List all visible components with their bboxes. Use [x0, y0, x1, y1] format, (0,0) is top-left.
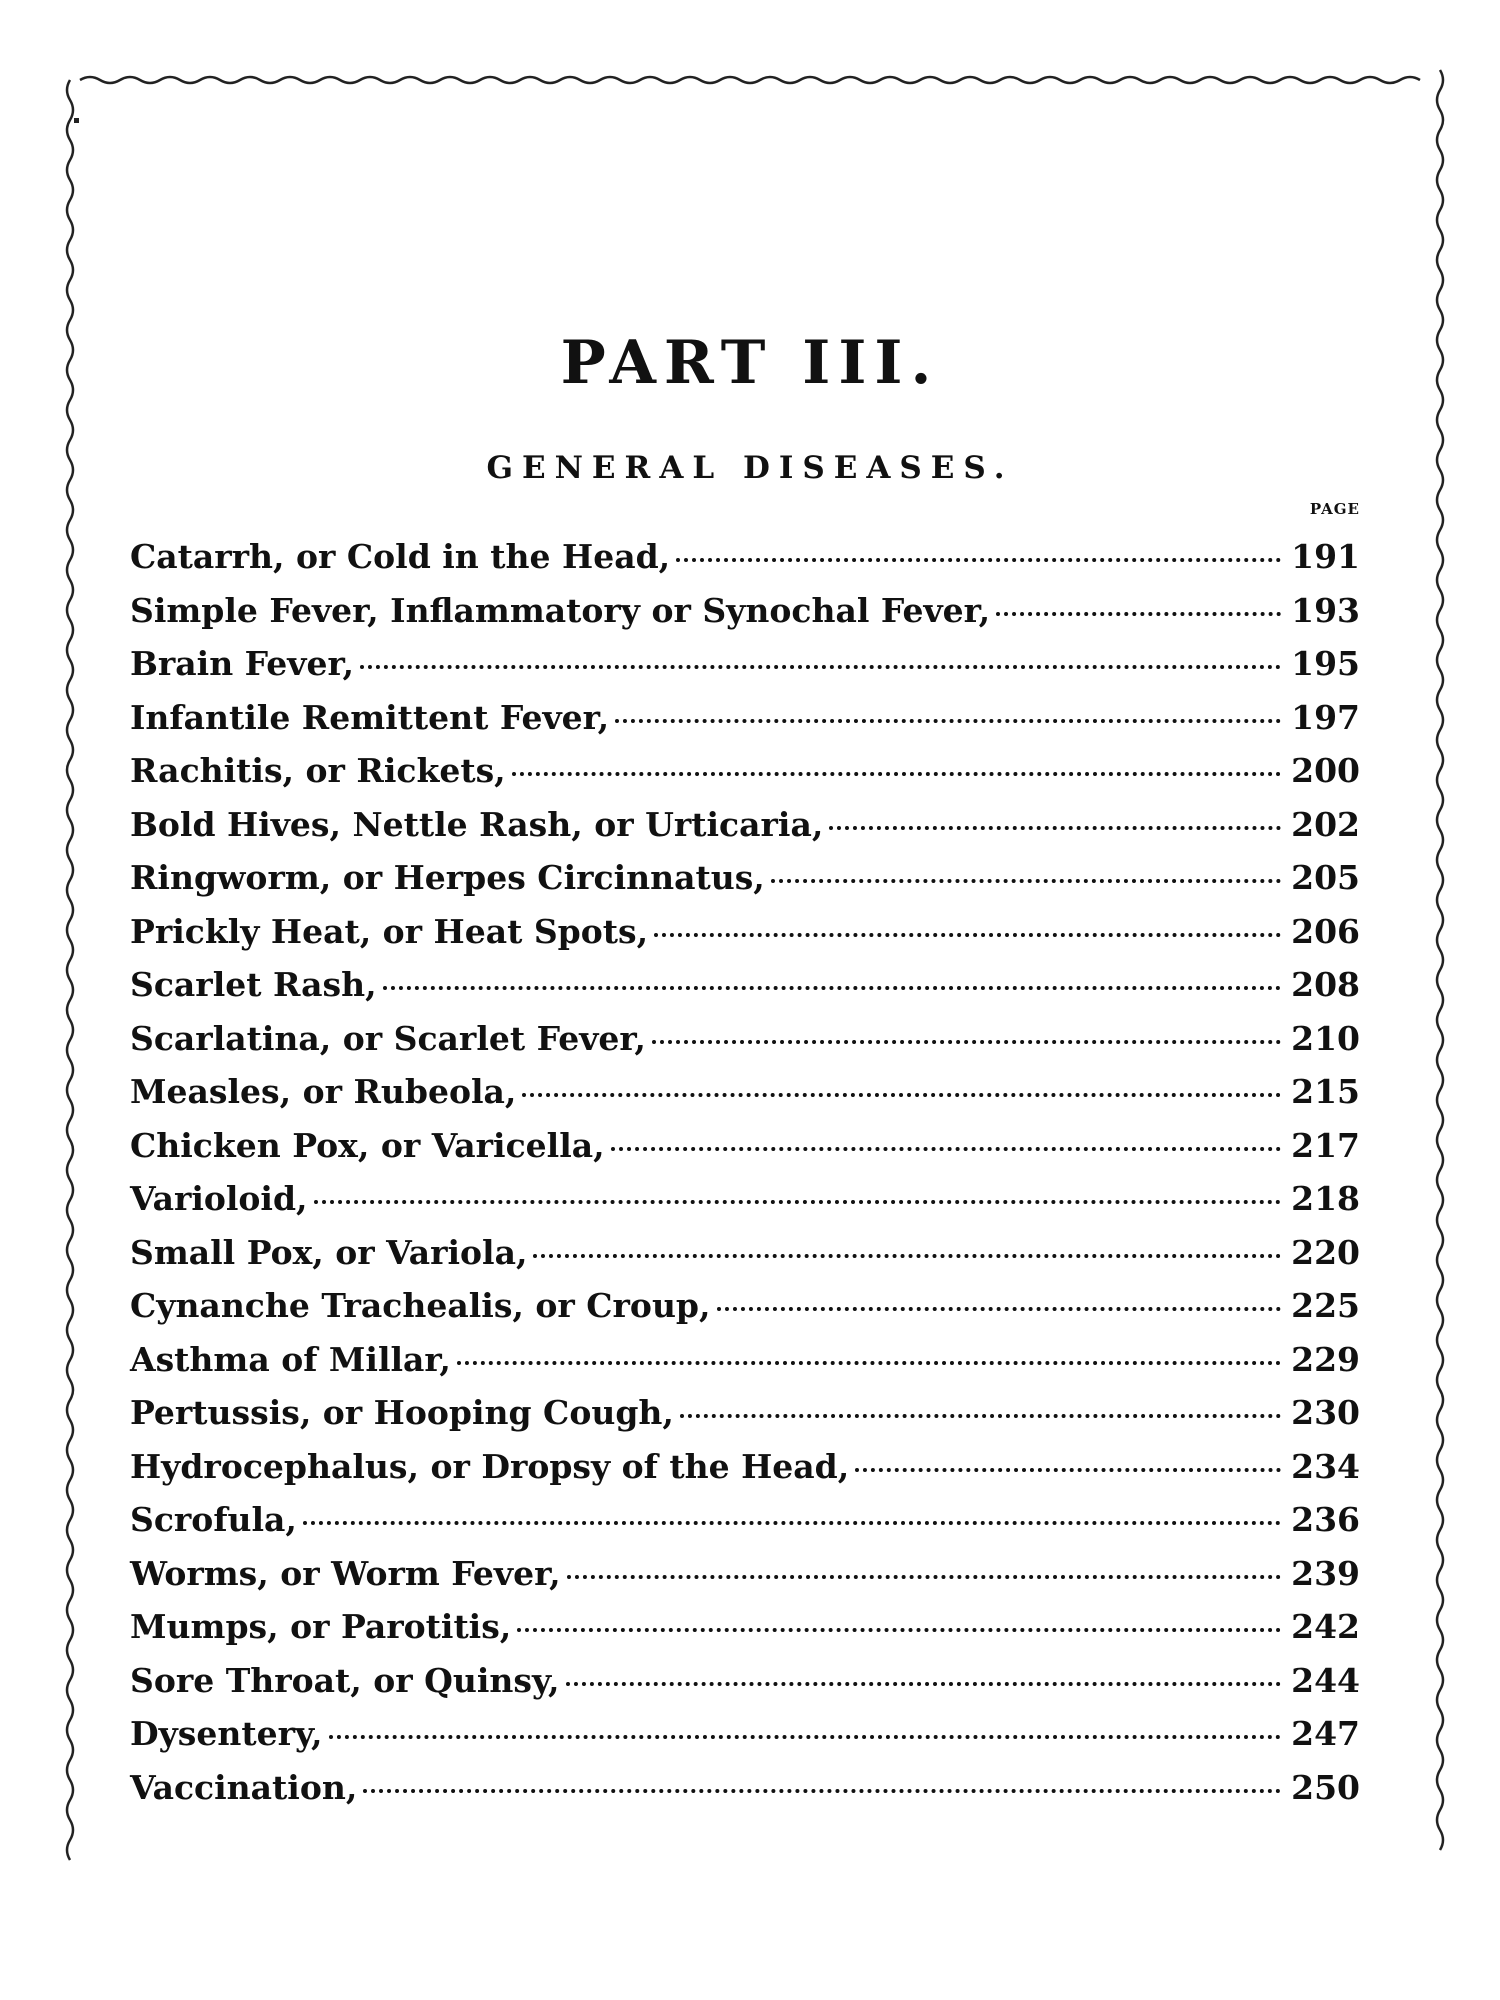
- toc-entry-title: Ringworm, or Herpes Circinnatus,: [130, 858, 765, 897]
- toc-entry-title: Mumps, or Parotitis,: [130, 1607, 512, 1646]
- toc-entry-page-number: 195: [1291, 644, 1360, 683]
- toc-entry-title: Hydrocephalus, or Dropsy of the Head,: [130, 1446, 850, 1486]
- toc-entry-page-number: 218: [1291, 1179, 1360, 1218]
- dot-leader: [771, 879, 1281, 883]
- toc-entry: [130, 1012, 1360, 1066]
- toc-entry: [130, 1707, 1360, 1761]
- toc-entry-page-number: 247: [1291, 1714, 1360, 1753]
- toc-entry: [130, 530, 1360, 584]
- toc-entry: [130, 851, 1360, 905]
- toc-entry: [130, 1493, 1360, 1547]
- dot-leader: [996, 612, 1281, 616]
- toc-entry-title: Chicken Pox, or Varicella,: [130, 1125, 605, 1165]
- section-title: GENERAL DISEASES.: [486, 450, 1014, 486]
- toc-entry: [130, 905, 1360, 959]
- dot-leader: [363, 1789, 1281, 1793]
- toc-entry: [130, 798, 1360, 852]
- toc-entry: [130, 744, 1360, 798]
- dot-leader: [654, 933, 1281, 937]
- toc-entry-title: Dysentery,: [130, 1714, 323, 1753]
- page-column-label: PAGE: [1309, 500, 1360, 518]
- toc-entry: [130, 1172, 1360, 1226]
- dot-leader: [567, 1575, 1282, 1579]
- border-top: [80, 77, 1420, 83]
- toc-entry-page-number: 210: [1291, 1018, 1360, 1058]
- toc-entry-title: Cynanche Trachealis, or Croup,: [130, 1286, 711, 1325]
- toc-entry: [130, 1547, 1360, 1601]
- toc-entry-page-number: 234: [1291, 1446, 1360, 1486]
- toc-entry-title: Scarlet Rash,: [130, 965, 377, 1004]
- toc-entry-page-number: 191: [1291, 537, 1360, 576]
- toc-entry-title: Simple Fever, Inflammatory or Synochal Fever,: [130, 590, 991, 630]
- toc-entry-page-number: 244: [1291, 1660, 1360, 1700]
- dot-leader: [615, 719, 1281, 723]
- toc-entry: [130, 1654, 1360, 1708]
- dot-leader: [512, 772, 1281, 776]
- toc-entry-page-number: 205: [1291, 858, 1360, 897]
- toc-entry: [130, 1600, 1360, 1654]
- dot-leader: [383, 986, 1282, 990]
- toc-entry-page-number: 229: [1291, 1339, 1360, 1379]
- toc-entry-page-number: 217: [1291, 1125, 1360, 1165]
- toc-entry-title: Rachitis, or Rickets,: [130, 751, 506, 790]
- toc-entry: [130, 1386, 1360, 1440]
- toc-entry: [130, 1279, 1360, 1333]
- part-title: PART III.: [560, 328, 940, 398]
- border-corner-mark: [74, 118, 79, 123]
- toc-entry-title: Asthma of Millar,: [130, 1339, 451, 1379]
- toc-entry-page-number: 208: [1291, 965, 1360, 1004]
- dot-leader: [676, 558, 1281, 562]
- toc-entry-title: Scarlatina, or Scarlet Fever,: [130, 1018, 646, 1058]
- toc-entry-title: Varioloid,: [130, 1179, 308, 1218]
- toc-entry-page-number: 250: [1291, 1767, 1360, 1807]
- dot-leader: [855, 1468, 1281, 1472]
- toc-entry-page-number: 225: [1291, 1286, 1360, 1325]
- toc-entry-page-number: 220: [1291, 1232, 1360, 1272]
- toc-entry-title: Measles, or Rubeola,: [130, 1072, 517, 1111]
- toc-entry-title: Scrofula,: [130, 1500, 297, 1539]
- toc-entry-title: Brain Fever,: [130, 644, 354, 683]
- table-of-contents: [130, 530, 1360, 1814]
- dot-leader: [680, 1414, 1281, 1418]
- dot-leader: [360, 665, 1281, 669]
- toc-entry-page-number: 236: [1291, 1500, 1360, 1539]
- dot-leader: [717, 1307, 1282, 1311]
- toc-entry: [130, 584, 1360, 638]
- dot-leader: [522, 1093, 1281, 1097]
- dot-leader: [517, 1628, 1281, 1632]
- toc-entry-page-number: 200: [1291, 751, 1360, 790]
- toc-entry-title: Worms, or Worm Fever,: [130, 1553, 561, 1593]
- dot-leader: [303, 1521, 1281, 1525]
- dot-leader: [611, 1147, 1281, 1151]
- dot-leader: [329, 1735, 1282, 1739]
- toc-entry-title: Bold Hives, Nettle Rash, or Urticaria,: [130, 804, 824, 844]
- toc-entry-page-number: 202: [1291, 804, 1360, 844]
- toc-entry: [130, 1119, 1360, 1173]
- toc-entry: [130, 1761, 1360, 1815]
- toc-entry: [130, 637, 1360, 691]
- dot-leader: [314, 1200, 1282, 1204]
- toc-entry-title: Infantile Remittent Fever,: [130, 697, 610, 737]
- toc-entry-title: Small Pox, or Variola,: [130, 1232, 528, 1272]
- toc-entry-title: Catarrh, or Cold in the Head,: [130, 537, 671, 576]
- toc-entry-title: Sore Throat, or Quinsy,: [130, 1660, 560, 1700]
- toc-entry: [130, 1440, 1360, 1494]
- toc-entry: [130, 1226, 1360, 1280]
- toc-entry: [130, 1333, 1360, 1387]
- dot-leader: [652, 1040, 1281, 1044]
- dot-leader: [533, 1254, 1281, 1258]
- toc-entry-page-number: 239: [1291, 1553, 1360, 1593]
- toc-entry-page-number: 215: [1291, 1072, 1360, 1111]
- toc-entry-title: Prickly Heat, or Heat Spots,: [130, 911, 649, 951]
- toc-entry-page-number: 230: [1291, 1393, 1360, 1432]
- dot-leader: [457, 1361, 1281, 1365]
- toc-entry-title: Pertussis, or Hooping Cough,: [130, 1393, 674, 1432]
- toc-entry: [130, 691, 1360, 745]
- toc-entry-title: Vaccination,: [130, 1767, 358, 1807]
- toc-entry-page-number: 197: [1291, 697, 1360, 737]
- dot-leader: [829, 826, 1281, 830]
- toc-entry: [130, 1065, 1360, 1119]
- dot-leader: [566, 1682, 1282, 1686]
- toc-entry: [130, 958, 1360, 1012]
- toc-entry-page-number: 206: [1291, 911, 1360, 951]
- toc-entry-page-number: 193: [1291, 590, 1360, 630]
- toc-entry-page-number: 242: [1291, 1607, 1360, 1646]
